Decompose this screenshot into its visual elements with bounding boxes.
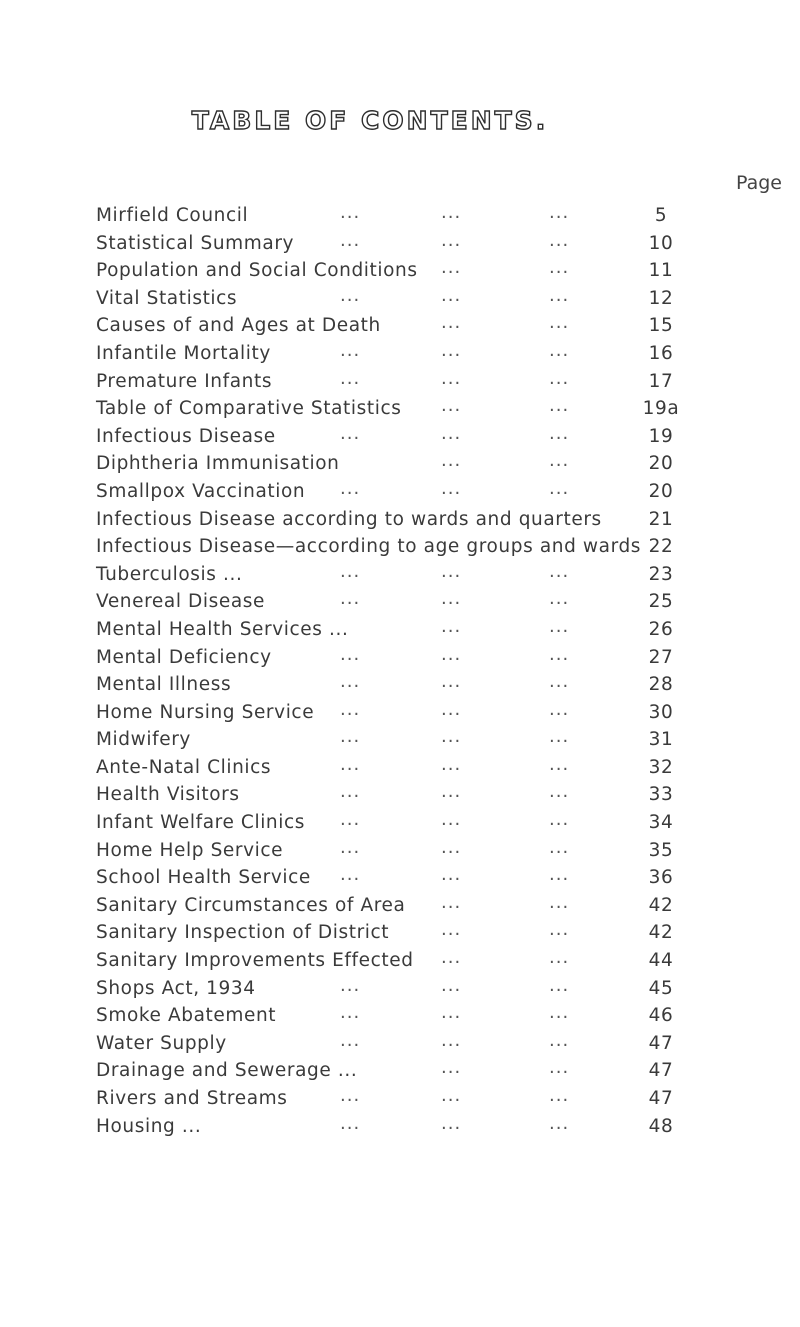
toc-entry xyxy=(96,1057,776,1085)
dot-leader: ... xyxy=(549,450,570,472)
toc-entry-title: Drainage and Sewerage ... xyxy=(96,1060,358,1082)
toc-entry xyxy=(96,892,776,920)
dot-leader: ... xyxy=(549,671,570,693)
toc-entry xyxy=(96,837,776,865)
dot-leader: ... xyxy=(549,753,570,775)
dot-leader: ... xyxy=(441,947,462,969)
dot-leader: ... xyxy=(340,753,361,775)
toc-entry xyxy=(96,671,776,699)
dot-leader: ... xyxy=(340,339,361,361)
toc-entry-page-number: 20 xyxy=(648,453,674,475)
toc-entry xyxy=(96,726,776,754)
toc-entry-page-number: 15 xyxy=(648,315,674,337)
toc-entry-title: Table of Comparative Statistics xyxy=(96,398,402,420)
toc-entry-title: Smoke Abatement xyxy=(96,1005,277,1027)
toc-entry xyxy=(96,1030,776,1058)
dot-leader: ... xyxy=(549,588,570,610)
toc-entry-page-number: 23 xyxy=(648,563,674,585)
dot-leader: ... xyxy=(441,1112,462,1134)
toc-entry-title: Housing ... xyxy=(96,1115,202,1137)
dot-leader: ... xyxy=(549,422,570,444)
toc-entry-page-number: 47 xyxy=(648,1032,674,1054)
dot-leader: ... xyxy=(340,1002,361,1024)
toc-entry-page-number: 47 xyxy=(648,1060,674,1082)
toc-entry-page-number: 31 xyxy=(648,729,674,751)
toc-entry-title: Infectious Disease—according to age groups and wards xyxy=(96,536,642,558)
toc-entry-title: Infantile Mortality xyxy=(96,342,271,364)
toc-entry xyxy=(96,1002,776,1030)
dot-leader: ... xyxy=(549,836,570,858)
toc-entry-title: Home Help Service xyxy=(96,839,284,861)
dot-leader: ... xyxy=(549,974,570,996)
dot-leader: ... xyxy=(441,367,462,389)
dot-leader: ... xyxy=(441,284,462,306)
dot-leader: ... xyxy=(340,560,361,582)
dot-leader: ... xyxy=(340,422,361,444)
dot-leader: ... xyxy=(441,1002,462,1024)
toc-entry-page-number: 26 xyxy=(648,618,674,640)
toc-entry-page-number: 47 xyxy=(648,1088,674,1109)
toc-entry-page-number: 45 xyxy=(648,977,674,999)
toc-entry-title: Tuberculosis ... xyxy=(96,563,243,585)
dot-leader: ... xyxy=(441,339,462,361)
toc-entry xyxy=(96,368,776,396)
toc-entry xyxy=(96,230,776,258)
toc-entry xyxy=(96,781,776,809)
dot-leader: ... xyxy=(549,891,570,913)
dot-leader: ... xyxy=(549,1002,570,1024)
dot-leader: ... xyxy=(441,726,462,748)
dot-leader: ... xyxy=(549,257,570,279)
dot-leader: ... xyxy=(441,588,462,610)
toc-entry xyxy=(96,506,776,534)
dot-leader: ... xyxy=(340,1112,361,1134)
toc-entry-page-number: 16 xyxy=(648,342,674,364)
dot-leader: ... xyxy=(549,643,570,665)
dot-leader: ... xyxy=(441,395,462,417)
toc-entry xyxy=(96,699,776,727)
dot-leader: ... xyxy=(340,477,361,499)
toc-entry xyxy=(96,644,776,672)
dot-leader: ... xyxy=(340,671,361,693)
toc-entry-page-number: 35 xyxy=(648,839,674,861)
dot-leader: ... xyxy=(340,284,361,306)
toc-entry xyxy=(96,616,776,644)
dot-leader: ... xyxy=(549,698,570,720)
toc-entry xyxy=(96,257,776,285)
dot-leader: ... xyxy=(549,1112,570,1134)
toc-entry-page-number: 28 xyxy=(648,674,674,696)
toc-entry xyxy=(96,533,776,561)
dot-leader: ... xyxy=(441,836,462,858)
dot-leader: ... xyxy=(340,229,361,251)
toc-entry-page-number: 33 xyxy=(648,784,674,806)
toc-entry-page-number: 30 xyxy=(648,701,674,723)
dot-leader: ... xyxy=(441,560,462,582)
dot-leader: ... xyxy=(549,1029,570,1051)
toc-entry-page-number: 22 xyxy=(648,536,674,558)
toc-entry xyxy=(96,478,776,506)
toc-entry-title: Infectious Disease according to wards and quarters xyxy=(96,508,602,530)
dot-leader: ... xyxy=(441,781,462,803)
dot-leader: ... xyxy=(340,864,361,886)
toc-entry-page-number: 20 xyxy=(648,480,674,502)
toc-entry-page-number: 12 xyxy=(648,287,674,309)
dot-leader: ... xyxy=(340,588,361,610)
toc-entry-page-number: 42 xyxy=(648,922,674,944)
toc-entry-title: Premature Infants xyxy=(96,370,273,392)
toc-entry-page-number: 48 xyxy=(648,1115,674,1137)
dot-leader: ... xyxy=(549,615,570,637)
dot-leader: ... xyxy=(549,395,570,417)
toc-entry-title: School Health Service xyxy=(96,867,311,889)
dot-leader: ... xyxy=(340,698,361,720)
toc-entry-title: Statistical Summary xyxy=(96,232,295,254)
toc-entry xyxy=(96,588,776,616)
dot-leader: ... xyxy=(340,202,361,223)
dot-leader: ... xyxy=(441,1057,462,1079)
dot-leader: ... xyxy=(441,698,462,720)
toc-entry-page-number: 34 xyxy=(648,812,674,834)
dot-leader: ... xyxy=(441,450,462,472)
dot-leader: ... xyxy=(340,643,361,665)
toc-entry-page-number: 44 xyxy=(648,950,674,972)
dot-leader: ... xyxy=(340,974,361,996)
dot-leader: ... xyxy=(340,1085,361,1106)
dot-leader: ... xyxy=(441,809,462,831)
dot-leader: ... xyxy=(441,312,462,334)
toc-entry-page-number: 36 xyxy=(648,867,674,889)
toc-entry-page-number: 19a xyxy=(642,398,680,420)
dot-leader: ... xyxy=(340,781,361,803)
toc-entry-title: Vital Statistics xyxy=(96,287,238,309)
dot-leader: ... xyxy=(441,671,462,693)
toc-entry-title: Smallpox Vaccination xyxy=(96,480,306,502)
dot-leader: ... xyxy=(549,312,570,334)
toc-entry-page-number: 21 xyxy=(648,508,674,530)
toc-entry-page-number: 46 xyxy=(648,1005,674,1027)
dot-leader: ... xyxy=(340,1029,361,1051)
dot-leader: ... xyxy=(549,1057,570,1079)
toc-entry-title: Ante-Natal Clinics xyxy=(96,756,272,778)
document-title: TABLE OF CONTENTS. xyxy=(191,106,549,135)
dot-leader: ... xyxy=(549,1085,570,1106)
toc-entry-title: Venereal Disease xyxy=(96,591,266,613)
toc-entry-title: Home Nursing Service xyxy=(96,701,315,723)
toc-entry xyxy=(96,754,776,782)
dot-leader: ... xyxy=(441,919,462,941)
dot-leader: ... xyxy=(549,726,570,748)
toc-entry-page-number: 5 xyxy=(654,205,668,226)
toc-entry-title: Causes of and Ages at Death xyxy=(96,315,381,337)
toc-entry xyxy=(96,864,776,892)
toc-entry-title: Sanitary Circumstances of Area xyxy=(96,894,406,916)
page-column-header: Page xyxy=(736,172,782,194)
toc-entry-title: Mental Deficiency xyxy=(96,646,272,668)
toc-entry-page-number: 10 xyxy=(648,232,674,254)
toc-entry xyxy=(96,809,776,837)
dot-leader: ... xyxy=(441,753,462,775)
toc-entry-title: Water Supply xyxy=(96,1032,227,1054)
toc-entry-title: Sanitary Improvements Effected xyxy=(96,950,414,972)
toc-entry xyxy=(96,1085,776,1113)
toc-entry xyxy=(96,285,776,313)
dot-leader: ... xyxy=(441,1085,462,1106)
dot-leader: ... xyxy=(441,422,462,444)
dot-leader: ... xyxy=(549,864,570,886)
dot-leader: ... xyxy=(549,947,570,969)
toc-entry xyxy=(96,975,776,1003)
toc-entry xyxy=(96,919,776,947)
toc-entry-title: Mirfield Council xyxy=(96,205,249,226)
toc-entry-page-number: 17 xyxy=(648,370,674,392)
toc-entry-title: Rivers and Streams xyxy=(96,1088,288,1109)
dot-leader: ... xyxy=(549,809,570,831)
dot-leader: ... xyxy=(441,891,462,913)
dot-leader: ... xyxy=(441,643,462,665)
toc-entry-title: Sanitary Inspection of District xyxy=(96,922,390,944)
toc-entry-page-number: 27 xyxy=(648,646,674,668)
dot-leader: ... xyxy=(340,836,361,858)
toc-entry-page-number: 32 xyxy=(648,756,674,778)
dot-leader: ... xyxy=(340,367,361,389)
toc-entry-title: Population and Social Conditions xyxy=(96,260,418,282)
dot-leader: ... xyxy=(549,229,570,251)
toc-entry-title: Infectious Disease xyxy=(96,425,276,447)
dot-leader: ... xyxy=(549,919,570,941)
dot-leader: ... xyxy=(441,477,462,499)
toc-entry xyxy=(96,947,776,975)
toc-entry xyxy=(96,1113,776,1141)
dot-leader: ... xyxy=(441,864,462,886)
dot-leader: ... xyxy=(549,284,570,306)
toc-entry-title: Mental Illness xyxy=(96,674,232,696)
dot-leader: ... xyxy=(549,339,570,361)
toc-entry xyxy=(96,450,776,478)
toc-entry xyxy=(96,312,776,340)
toc-entry-page-number: 19 xyxy=(648,425,674,447)
toc-entry xyxy=(96,561,776,589)
toc-entry xyxy=(96,423,776,451)
toc-entry-title: Midwifery xyxy=(96,729,191,751)
toc-entry xyxy=(96,202,776,230)
dot-leader: ... xyxy=(441,974,462,996)
dot-leader: ... xyxy=(441,229,462,251)
toc-entry-title: Infant Welfare Clinics xyxy=(96,812,306,834)
dot-leader: ... xyxy=(441,257,462,279)
toc-entry xyxy=(96,395,776,423)
toc-entry-page-number: 11 xyxy=(648,260,674,282)
dot-leader: ... xyxy=(549,202,570,223)
toc-entry-page-number: 25 xyxy=(648,591,674,613)
table-of-contents xyxy=(96,202,776,1140)
dot-leader: ... xyxy=(441,202,462,223)
toc-entry-page-number: 42 xyxy=(648,894,674,916)
dot-leader: ... xyxy=(549,367,570,389)
toc-entry-title: Shops Act, 1934 xyxy=(96,977,256,999)
dot-leader: ... xyxy=(441,615,462,637)
dot-leader: ... xyxy=(441,1029,462,1051)
dot-leader: ... xyxy=(340,809,361,831)
toc-entry-title: Mental Health Services ... xyxy=(96,618,349,640)
dot-leader: ... xyxy=(549,477,570,499)
toc-entry xyxy=(96,340,776,368)
dot-leader: ... xyxy=(549,560,570,582)
dot-leader: ... xyxy=(549,781,570,803)
dot-leader: ... xyxy=(340,726,361,748)
toc-entry-title: Health Visitors xyxy=(96,784,240,806)
toc-entry-title: Diphtheria Immunisation xyxy=(96,453,340,475)
